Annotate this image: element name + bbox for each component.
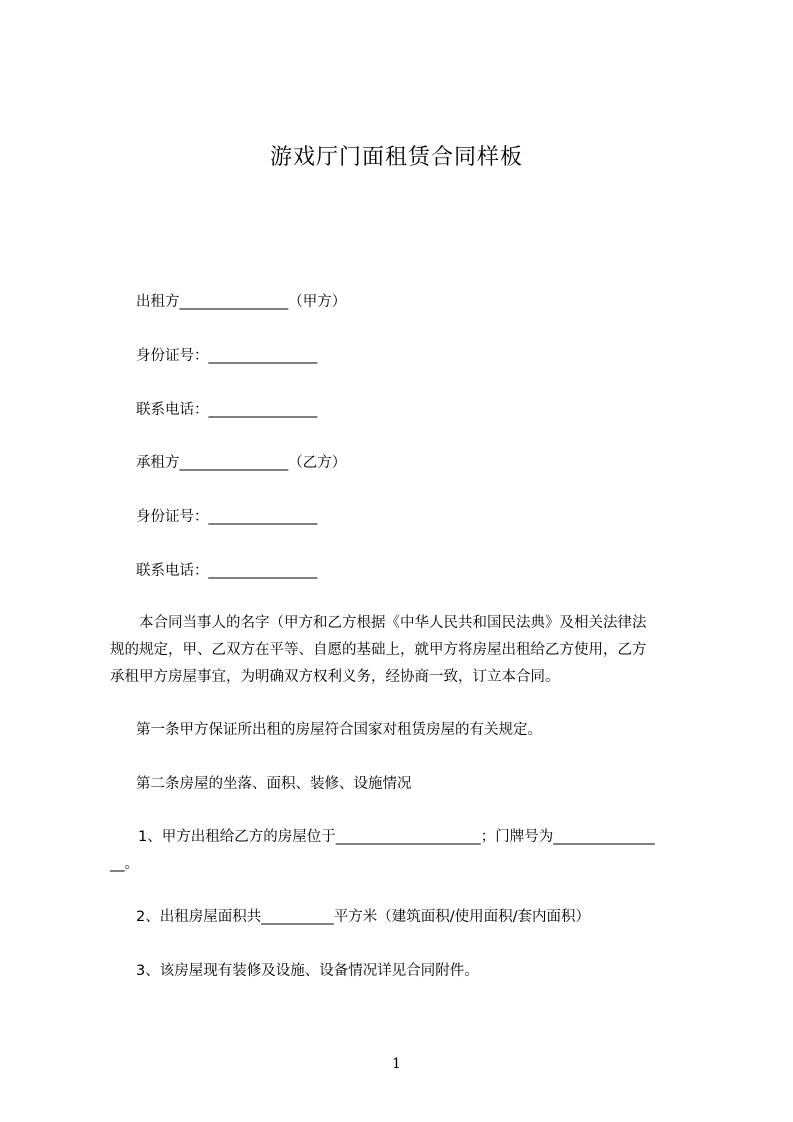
lessor-phone-line: 联系电话：_______________ xyxy=(136,402,318,418)
lessee-phone-line: 联系电话：_______________ xyxy=(136,563,318,579)
lessee-id-line: 身份证号：_______________ xyxy=(136,509,318,525)
article-1: 第一条甲方保证所出租的房屋符合国家对租赁房屋的有关规定。 xyxy=(136,722,542,738)
article-2: 第二条房屋的坐落、面积、装修、设施情况 xyxy=(136,776,412,792)
preamble-line-2: 规的规定，甲、乙双方在平等、自愿的基础上，就甲方将房屋出租给乙方使用，乙方 xyxy=(110,642,647,658)
page-number: 1 xyxy=(392,1056,401,1072)
lessor-id-line: 身份证号：_______________ xyxy=(136,348,318,364)
item-1-line-1: 1、甲方出租给乙方的房屋位于____________________；门牌号为______________ xyxy=(138,829,655,845)
preamble-line-1: 本合同当事人的名字（甲方和乙方根据《中华人民共和国民法典》及相关法律法 xyxy=(139,615,647,631)
document-title: 游戏厅门面租赁合同样板 xyxy=(269,145,523,170)
item-2: 2、出租房屋面积共__________平方米（建筑面积/使用面积/套内面积） xyxy=(136,909,590,925)
lessor-line: 出租方_______________（甲方） xyxy=(136,294,347,310)
preamble-line-3: 承租甲方房屋事宜，为明确双方权利义务，经协商一致，订立本合同。 xyxy=(110,669,560,685)
item-1-line-2: __。 xyxy=(110,856,139,872)
lessee-line: 承租方_______________（乙方） xyxy=(136,455,347,471)
item-3: 3、该房屋现有装修及设施、设备情况详见合同附件。 xyxy=(136,963,479,979)
